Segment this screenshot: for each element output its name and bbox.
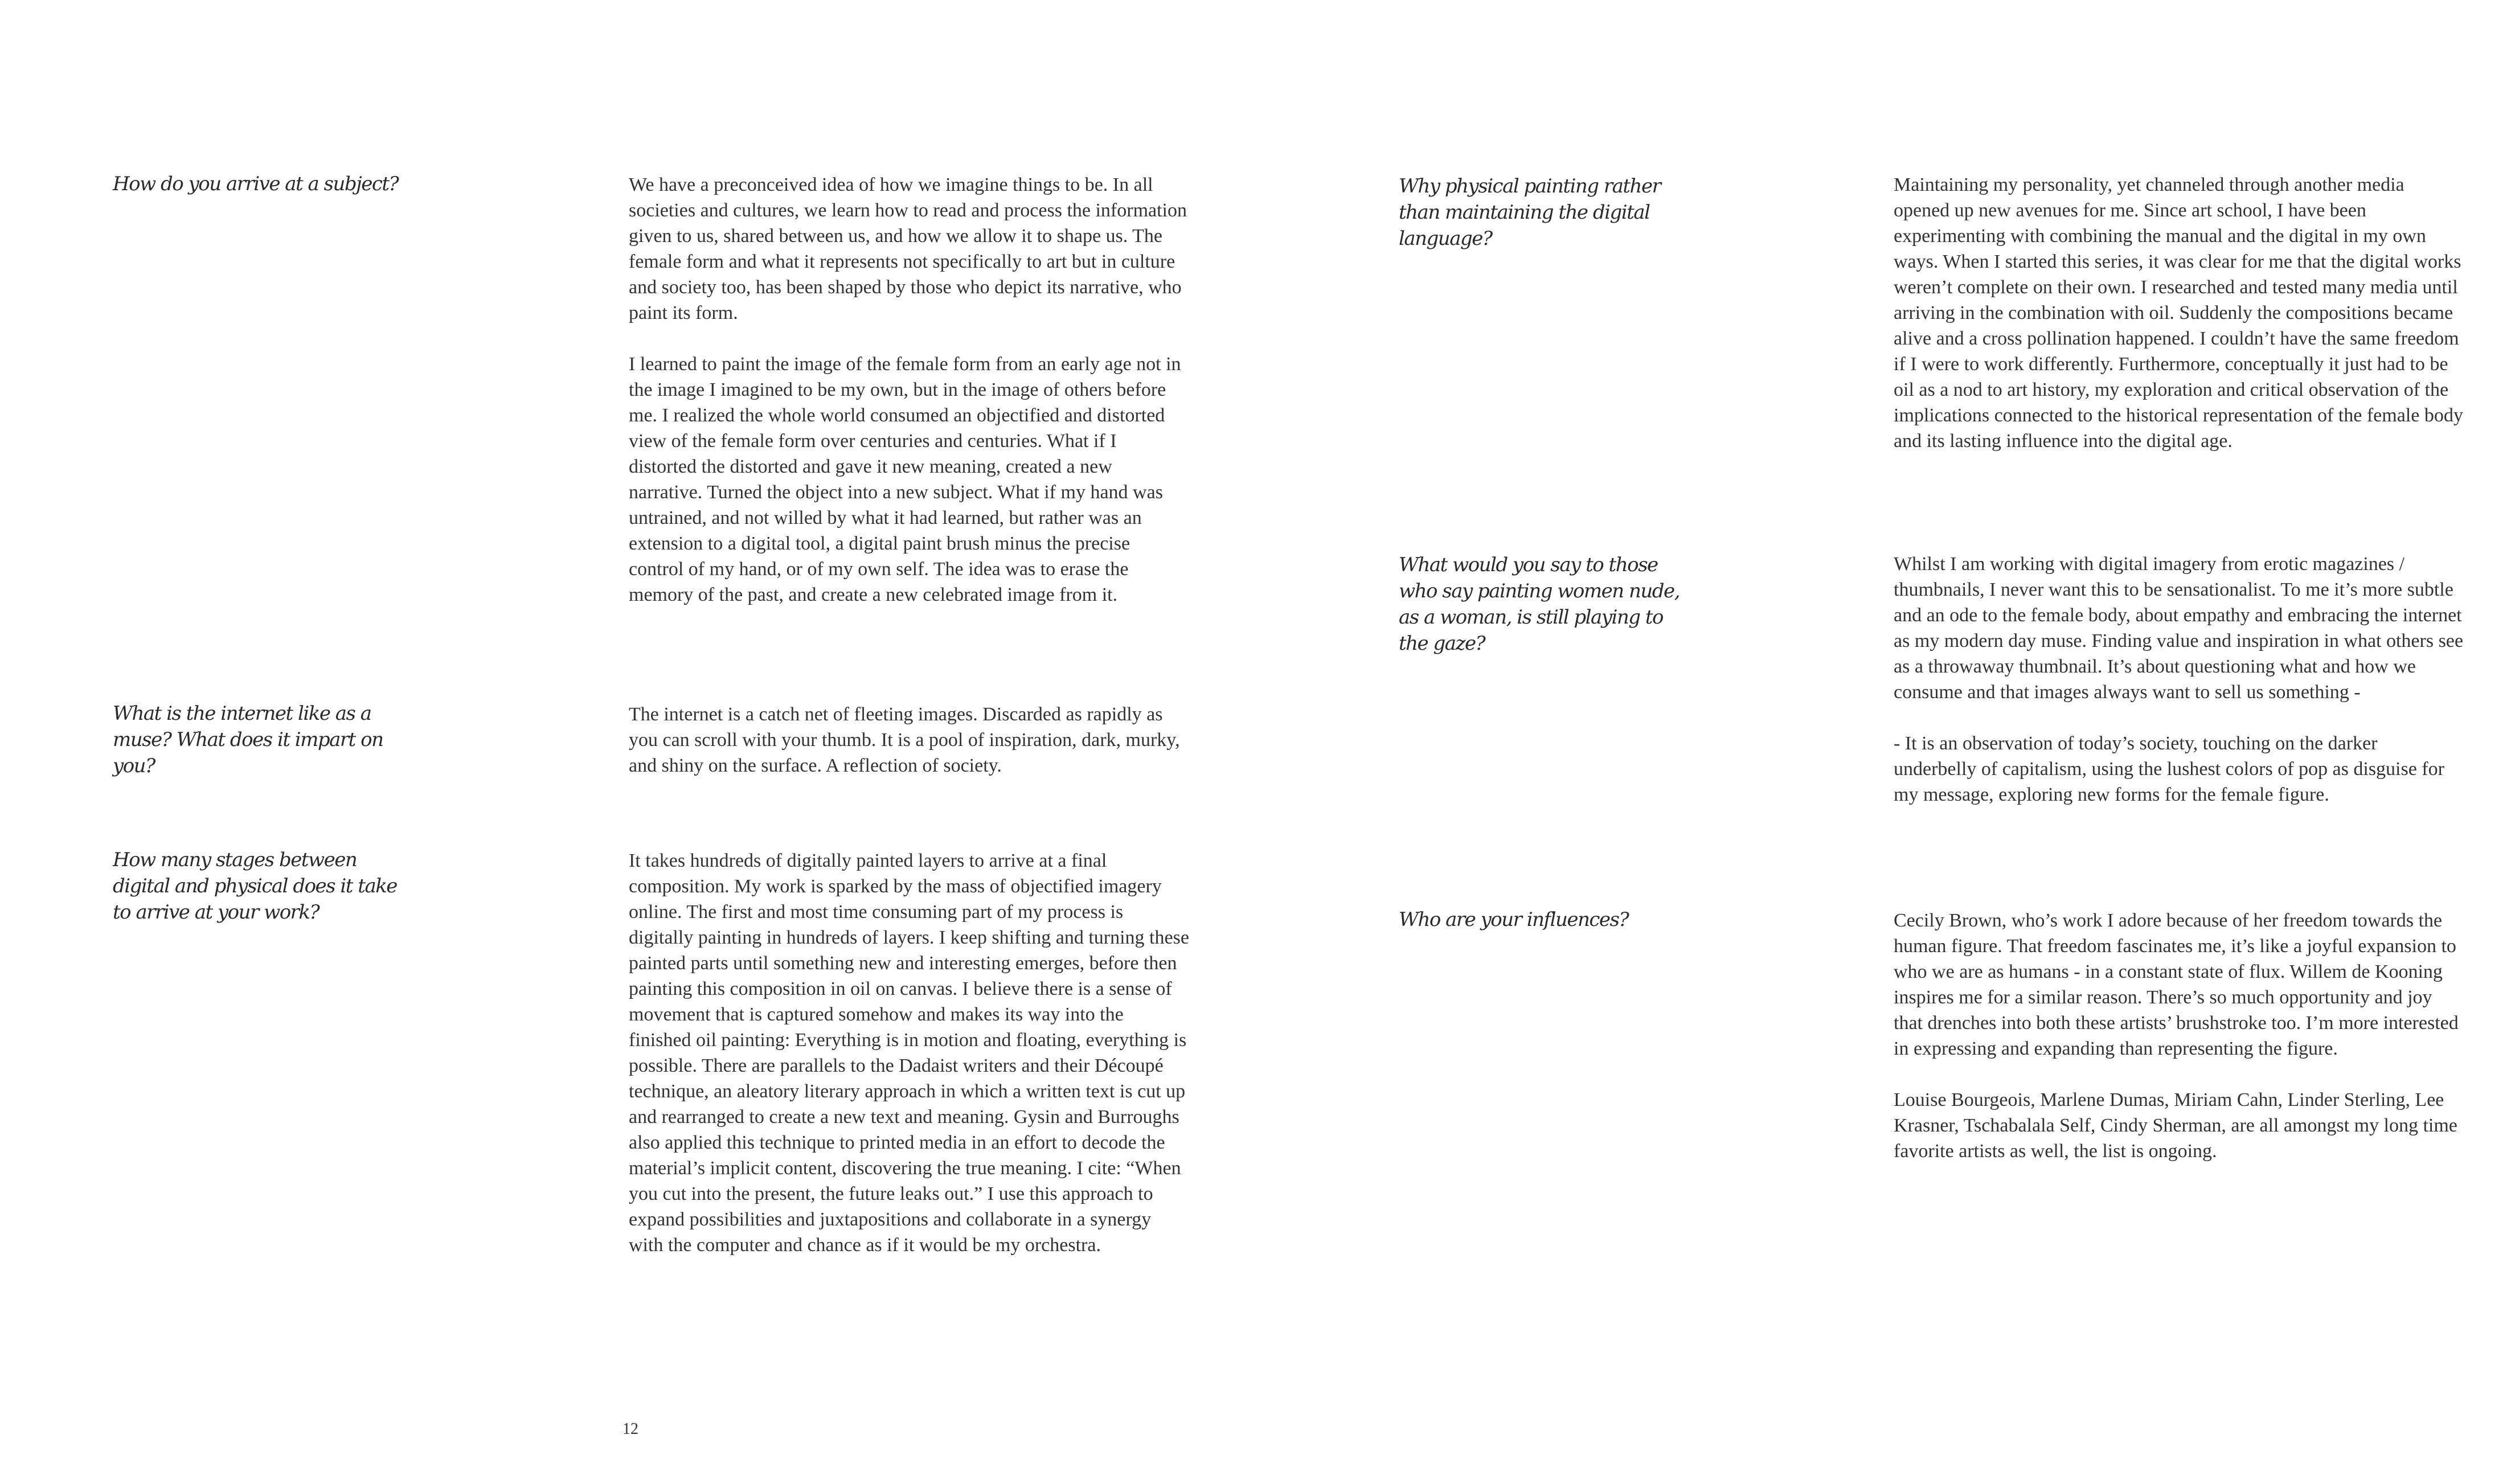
answer-influences bbox=[1894, 908, 2463, 1164]
answer-internet-muse bbox=[629, 702, 1189, 778]
answer-arrive-subject bbox=[629, 172, 1189, 608]
answer-paragraph: I learned to paint the image of the female form from an early age not in the image I imagined to be my own, but in the image of others before me. I realized the whole world consumed an objectified and distorted view of the female form over centuries and centuries. What if I distorted the distorted and gave it new meaning, created a new narrative. Turned the object into a new subject. What if my hand was untrained, and not willed by what it had learned, but rather was an extension to a digital tool, a digital paint brush minus the precise control of my hand, or of my own self. The idea was to erase the memory of the past, and create a new celebrated image from it. bbox=[629, 354, 1181, 605]
question-stages-digital-physical: How many stages between digital and physical does it take to arrive at your work? bbox=[113, 848, 397, 924]
answer-physical-painting bbox=[1894, 172, 2463, 454]
answer-paragraph: The internet is a catch net of fleeting images. Discarded as rapidly as you can scroll with your thumb. It is a pool of inspiration, dark, murky, and shiny on the surface. A reflection of society. bbox=[629, 704, 1180, 776]
answer-painting-women-nude bbox=[1894, 551, 2463, 807]
answer-stages-digital-physical bbox=[629, 848, 1189, 1258]
answer-paragraph: Cecily Brown, who’s work I adore because of her freedom towards the human figure. That freedom fascinates me, it’s like a joyful expansion to who we are as humans - in a constant state of flux. Willem de Kooning inspires me for a similar reason. There’s so much opportunity and joy that drenches into both these artists’ brushstroke too. I’m more interested in expressing and expanding than representing the figure. bbox=[1894, 910, 2459, 1059]
answer-paragraph: It takes hundreds of digitally painted layers to arrive at a final composition. My work is sparked by the mass of objectified imagery online. The first and most time consuming part of my process is digitally painting in hundreds of layers. I keep shifting and turning these painted parts until something new and interesting emerges, before then painting this composition in oil on canvas. I believe there is a sense of movement that is captured somehow and makes its way into the finished oil painting: Everything is in motion and floating, everything is possible. There are parallels to the Dadaist writers and their Découpé technique, an aleatory literary approach in which a written text is cut up and rearranged to create a new text and meaning. Gysin and Burroughs also applied this technique to printed media in an effort to decode the material’s implicit content, discovering the true meaning. I cite: “When you cut into the present, the future leaks out.” I use this approach to expand possibilities and juxtapositions and collaborate in a synergy with the computer and chance as if it would be my orchestra. bbox=[629, 850, 1189, 1256]
answer-paragraph: Maintaining my personality, yet channeled through another media opened up new avenues for me. Since art school, I have been experimenting with combining the manual and the digital in my own ways. When I started this series, it was clear for me that the digital works weren’t complete on their own. I researched and tested many media until arriving in the combination with oil. Suddenly the compositions became alive and a cross pollination happened. I couldn’t have the same freedom if I were to work differently. Furthermore, conceptually it just had to be oil as a nod to art history, my exploration and critical observation of the implications connected to the historical representation of the female body and its lasting influence into the digital age. bbox=[1894, 174, 2463, 452]
question-physical-painting: Why physical painting rather than maintaining the digital language? bbox=[1399, 175, 1661, 250]
page-number: 12 bbox=[622, 1420, 638, 1438]
question-arrive-subject: How do you arrive at a subject? bbox=[113, 173, 399, 195]
question-painting-women-nude: What would you say to those who say painting women nude, as a woman, is still playing to the gaze? bbox=[1399, 554, 1680, 655]
question-influences: Who are your influences? bbox=[1399, 908, 1629, 931]
question-internet-muse: What is the internet like as a muse? What does it impart on you? bbox=[113, 702, 383, 777]
answer-paragraph: Whilst I am working with digital imagery from erotic magazines / thumbnails, I never want this to be sensationalist. To me it’s more subtle and an ode to the female body, about empathy and embracing the internet as my modern day muse. Finding value and inspiration in what others see as a throwaway thumbnail. It’s about questioning what and how we consume and that images always want to sell us something - bbox=[1894, 554, 2463, 703]
answer-paragraph: Louise Bourgeois, Marlene Dumas, Miriam Cahn, Linder Sterling, Lee Krasner, Tschabalala Self, Cindy Sherman, are all amongst my long time favorite artists as well, the list is ongoing. bbox=[1894, 1089, 2457, 1162]
answer-paragraph: - It is an observation of today’s society, touching on the darker underbelly of capitalism, using the lushest colors of pop as disguise for my message, exploring new forms for the female figure. bbox=[1894, 733, 2444, 805]
answer-paragraph: We have a preconceived idea of how we imagine things to be. In all societies and cultures, we learn how to read and process the information given to us, shared between us, and how we allow it to shape us. The female form and what it represents not specifically to art but in culture and society too, has been shaped by those who depict its narrative, who paint its form. bbox=[629, 174, 1187, 323]
